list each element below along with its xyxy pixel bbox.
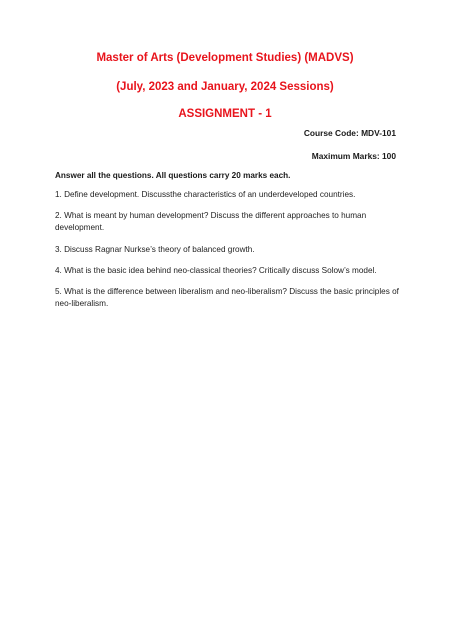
question-4: 4. What is the basic idea behind neo-classical theories? Critically discuss Solow’s model.	[55, 266, 377, 275]
programme-title: Master of Arts (Development Studies) (MADVS)	[96, 52, 354, 64]
course-code: Course Code: MDV-101	[303, 128, 396, 138]
instructions: Answer all the questions. All questions carry 20 marks each.	[55, 171, 291, 180]
question-5: 5. What is the difference between liberalism and neo-liberalism? Discuss the basic principles of neo-liberalism.	[55, 287, 399, 308]
assignment-title: ASSIGNMENT - 1	[178, 108, 272, 120]
maximum-marks: Maximum Marks: 100	[311, 151, 396, 161]
question-2: 2. What is meant by human development? Discuss the different approaches to human development.	[55, 211, 367, 232]
question-3: 3. Discuss Ragnar Nurkse’s theory of balanced growth.	[55, 245, 255, 254]
question-1: 1. Define development. Discussthe characteristics of an underdeveloped countries.	[55, 190, 356, 199]
session-title: (July, 2023 and January, 2024 Sessions)	[116, 81, 334, 93]
